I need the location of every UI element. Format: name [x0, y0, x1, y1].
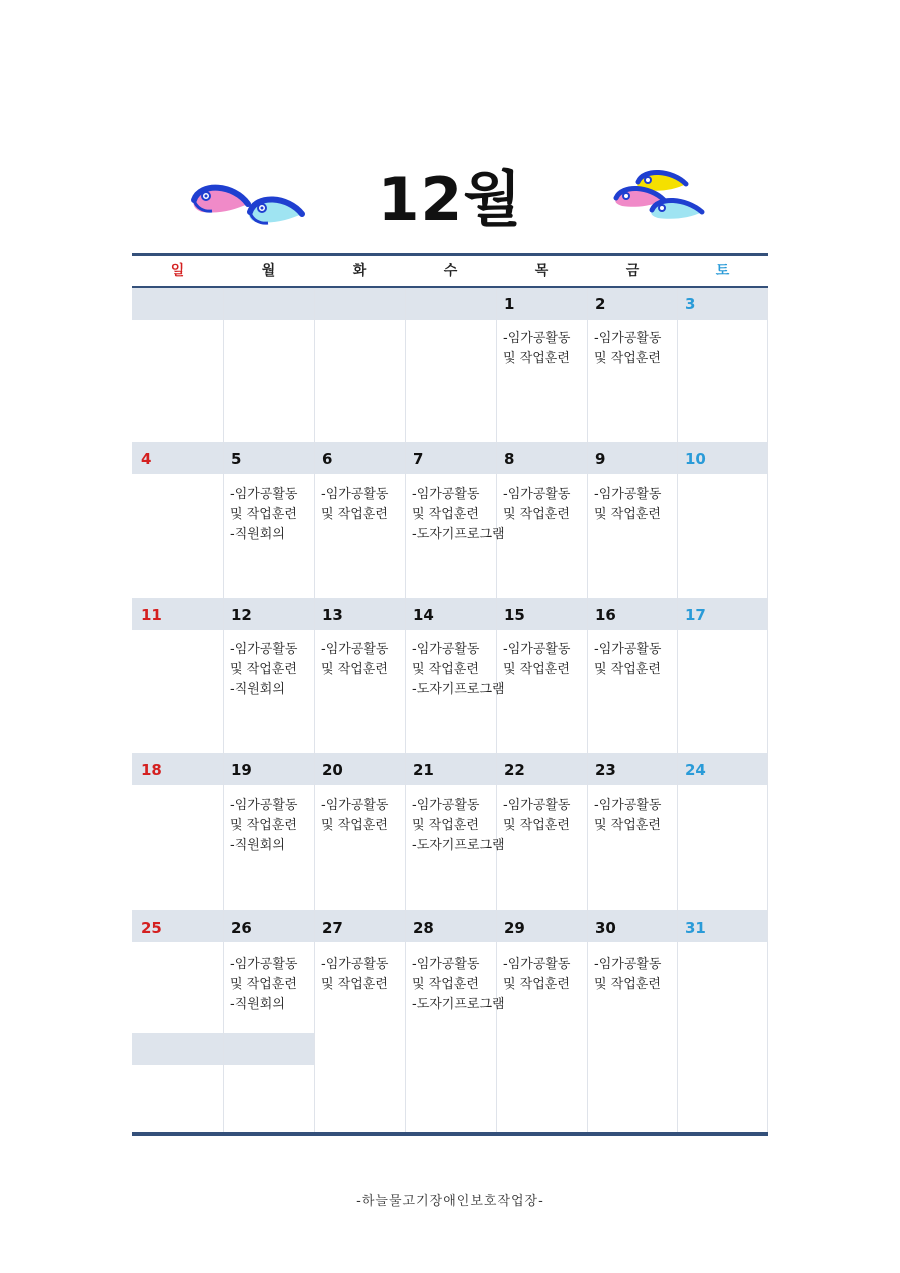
- day-events: [321, 485, 409, 525]
- week-4-date-band: [132, 753, 768, 785]
- event-text: -직원회의: [230, 838, 285, 853]
- event-text: 및 작업훈련: [412, 507, 479, 522]
- event-text: -임가공활동: [503, 642, 571, 657]
- weekday-wednesday: 수: [443, 263, 458, 279]
- event-text: -임가공활동: [503, 957, 571, 972]
- event-text: 및 작업훈련: [412, 818, 479, 833]
- day-events: [412, 640, 505, 700]
- date-number: 20: [322, 761, 343, 779]
- event-text: 및 작업훈련: [594, 818, 661, 833]
- event-text: -직원회의: [230, 997, 285, 1012]
- date-number: 11: [141, 606, 162, 624]
- day-events: [230, 640, 318, 700]
- date-number: 21: [413, 761, 434, 779]
- event-text: 및 작업훈련: [503, 507, 570, 522]
- event-text: -임가공활동: [230, 642, 298, 657]
- date-number: 29: [504, 919, 525, 937]
- day-events: [412, 485, 505, 545]
- event-text: 및 작업훈련: [230, 977, 297, 992]
- month-title: 12월: [377, 165, 523, 235]
- day-events: [230, 796, 318, 856]
- date-number: 15: [504, 606, 525, 624]
- event-text: -도자기프로그램: [412, 682, 505, 697]
- event-text: 및 작업훈련: [412, 662, 479, 677]
- column-divider: [587, 288, 588, 1132]
- date-number: 8: [504, 450, 515, 468]
- event-text: -임가공활동: [503, 331, 571, 346]
- event-text: 및 작업훈련: [503, 662, 570, 677]
- day-events: [503, 485, 591, 525]
- event-text: 및 작업훈련: [230, 507, 297, 522]
- day-events: [503, 640, 591, 680]
- event-text: 및 작업훈련: [321, 818, 388, 833]
- date-number: 31: [685, 919, 706, 937]
- event-text: 및 작업훈련: [503, 351, 570, 366]
- event-text: -임가공활동: [321, 642, 389, 657]
- event-text: 및 작업훈련: [412, 977, 479, 992]
- weekday-monday: 월: [261, 263, 276, 279]
- date-number: 14: [413, 606, 434, 624]
- date-number: 3: [685, 295, 696, 313]
- event-text: -직원회의: [230, 682, 285, 697]
- event-text: 및 작업훈련: [594, 662, 661, 677]
- event-text: -임가공활동: [594, 957, 662, 972]
- event-text: 및 작업훈련: [321, 507, 388, 522]
- date-number: 4: [141, 450, 152, 468]
- event-text: -임가공활동: [321, 798, 389, 813]
- event-text: 및 작업훈련: [594, 977, 661, 992]
- calendar-grid: [132, 253, 768, 1136]
- event-text: -임가공활동: [321, 487, 389, 502]
- weekday-thursday: 목: [534, 263, 549, 279]
- column-divider: [405, 288, 406, 1132]
- event-text: 및 작업훈련: [594, 351, 661, 366]
- day-events: [594, 796, 682, 836]
- column-divider: [223, 288, 224, 1132]
- date-number: 12: [231, 606, 252, 624]
- event-text: -도자기프로그램: [412, 527, 505, 542]
- fish-decoration-right-icon: [612, 168, 708, 228]
- day-events: [503, 955, 591, 995]
- date-number: 5: [231, 450, 242, 468]
- day-events: [321, 640, 409, 680]
- date-number: 19: [231, 761, 252, 779]
- date-number: 13: [322, 606, 343, 624]
- event-text: -임가공활동: [412, 798, 480, 813]
- day-events: [321, 796, 409, 836]
- event-text: -임가공활동: [412, 487, 480, 502]
- event-text: -임가공활동: [594, 642, 662, 657]
- event-text: -직원회의: [230, 527, 285, 542]
- event-text: 및 작업훈련: [594, 507, 661, 522]
- date-number: 22: [504, 761, 525, 779]
- date-number: 2: [595, 295, 606, 313]
- event-text: -임가공활동: [503, 487, 571, 502]
- weekday-header: [132, 256, 768, 286]
- weekday-tuesday: 화: [352, 263, 367, 279]
- calendar-bottom-rule: [132, 1132, 768, 1136]
- day-events: [412, 955, 505, 1015]
- event-text: -임가공활동: [412, 642, 480, 657]
- organization-footer: -하늘물고기장애인보호작업장-: [356, 1194, 544, 1209]
- event-text: -임가공활동: [230, 487, 298, 502]
- event-text: -임가공활동: [503, 798, 571, 813]
- weekday-saturday: 토: [715, 263, 730, 279]
- date-number: 26: [231, 919, 252, 937]
- day-events: [594, 640, 682, 680]
- date-number: 27: [322, 919, 343, 937]
- day-events: [594, 485, 682, 525]
- week-2-date-band: [132, 442, 768, 474]
- event-text: -임가공활동: [321, 957, 389, 972]
- day-events: [230, 955, 318, 1015]
- weekday-friday: 금: [625, 263, 640, 279]
- day-events: [321, 955, 409, 995]
- week-3-date-band: [132, 598, 768, 630]
- day-events: [412, 796, 505, 856]
- event-text: -임가공활동: [412, 957, 480, 972]
- date-number: 16: [595, 606, 616, 624]
- date-number: 25: [141, 919, 162, 937]
- day-events: [594, 329, 682, 369]
- date-number: 6: [322, 450, 333, 468]
- event-text: 및 작업훈련: [230, 818, 297, 833]
- week-5-date-band: [132, 910, 768, 942]
- date-number: 28: [413, 919, 434, 937]
- date-number: 7: [413, 450, 424, 468]
- event-text: -도자기프로그램: [412, 997, 505, 1012]
- fish-decoration-left-icon: [190, 178, 310, 230]
- event-text: -임가공활동: [594, 798, 662, 813]
- event-text: 및 작업훈련: [321, 977, 388, 992]
- date-number: 30: [595, 919, 616, 937]
- event-text: 및 작업훈련: [503, 818, 570, 833]
- week-1-date-band: [132, 288, 768, 320]
- event-text: -임가공활동: [230, 957, 298, 972]
- weekday-sunday: 일: [170, 263, 185, 279]
- date-number: 17: [685, 606, 706, 624]
- event-text: -도자기프로그램: [412, 838, 505, 853]
- event-text: 및 작업훈련: [321, 662, 388, 677]
- column-divider: [677, 288, 678, 1132]
- event-text: -임가공활동: [594, 331, 662, 346]
- event-text: 및 작업훈련: [503, 977, 570, 992]
- day-events: [230, 485, 318, 545]
- date-number: 24: [685, 761, 706, 779]
- event-text: 및 작업훈련: [230, 662, 297, 677]
- date-number: 18: [141, 761, 162, 779]
- date-number: 10: [685, 450, 706, 468]
- day-events: [594, 955, 682, 995]
- event-text: -임가공활동: [230, 798, 298, 813]
- date-number: 9: [595, 450, 606, 468]
- date-number: 23: [595, 761, 616, 779]
- day-events: [503, 329, 591, 369]
- event-text: -임가공활동: [594, 487, 662, 502]
- day-events: [503, 796, 591, 836]
- date-number: 1: [504, 295, 515, 313]
- column-divider: [767, 288, 768, 1132]
